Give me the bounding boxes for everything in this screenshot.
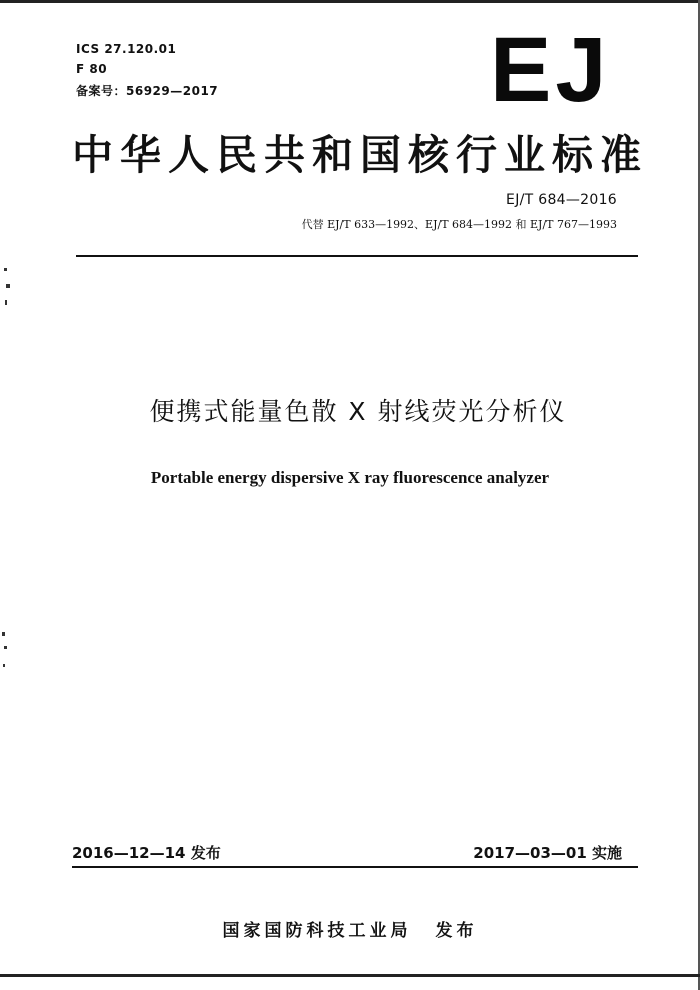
document-title-cn: 便携式能量色散 X 射线荧光分析仪: [149, 397, 567, 426]
implement-date: 2017—03—01 实施: [473, 844, 622, 862]
header-divider: [76, 255, 638, 257]
standard-title: 中华人民共和国核行业标准: [72, 131, 648, 179]
ics-code: ICS 27.120.01: [76, 42, 177, 56]
publish-label: 发布: [435, 921, 478, 941]
scan-speck: [3, 664, 5, 667]
top-border: [0, 0, 700, 3]
registration-number: 备案号：56929—2017: [76, 84, 219, 98]
publisher-name: 国家国防科技工业局: [222, 921, 412, 941]
scan-speck: [4, 268, 7, 271]
scan-speck: [5, 300, 7, 305]
scan-speck: [6, 284, 10, 288]
document-title-en: Portable energy dispersive X ray fluorescence analyzer: [150, 468, 550, 487]
bottom-border: [0, 974, 700, 977]
footer-divider: [72, 866, 638, 868]
ej-logo: EJ: [490, 19, 611, 121]
scan-speck: [4, 646, 7, 649]
issue-date: 2016—12—14 发布: [72, 844, 221, 862]
standard-number: EJ/T 684—2016: [506, 192, 617, 208]
replaces-standards: 代替 EJ/T 633—1992、EJ/T 684—1992 和 EJ/T 767—1993: [301, 218, 617, 231]
classification-code: F 80: [76, 62, 108, 76]
publisher-line: [0, 916, 700, 941]
scan-speck: [2, 632, 5, 636]
